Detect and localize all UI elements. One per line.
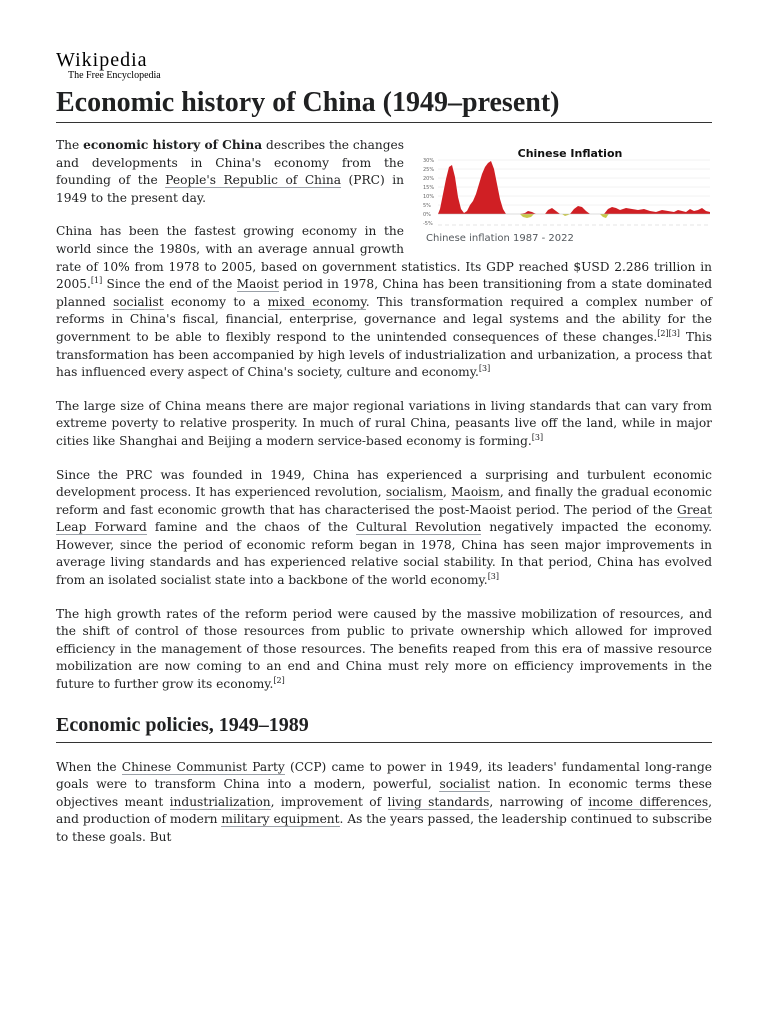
y-tick: 25% <box>423 167 435 173</box>
wikipedia-logo[interactable] <box>56 50 712 84</box>
y-tick: 0% <box>423 212 431 218</box>
y-axis-ticks <box>423 158 434 227</box>
link-ccp[interactable]: Chinese Communist Party <box>121 759 285 774</box>
growth-rates-paragraph: The high growth rates of the reform period were caused by the massive mobilization of resources, and the shift of control of those resources from public to private ownership which allowed for improved efficiency in the management of those resources. The benefits reaped from this era of massive resource mobilization are now coming to an end and China must rely more on efficiency improvements in the future to further grow its economy.[2] <box>56 606 712 692</box>
citation-link[interactable]: [3] <box>668 328 680 338</box>
logo-tagline: The Free Encyclopedia <box>68 70 161 81</box>
citation-link[interactable]: [2] <box>657 328 669 338</box>
link-prc[interactable]: People's Republic of China <box>165 173 342 188</box>
link-socialist[interactable]: socialist <box>113 294 164 309</box>
citation-link[interactable]: [3] <box>478 364 491 374</box>
policies-paragraph: When the Chinese Communist Party (CCP) came to power in 1949, its leaders' fundamental long-range goals were to transform China into a modern, powerful, socialist nation. In economic terms these objectives meant industrialization, improvement of living standards, narrowing of income differences, and production of modern military equipment. As the years passed, the leadership continued to subscribe to these goals. But <box>56 759 713 844</box>
citation-link[interactable]: [3] <box>531 432 544 442</box>
y-tick: 10% <box>423 194 435 200</box>
link-great-leap-forward[interactable]: Great Leap Forward <box>56 502 712 535</box>
y-tick: -5% <box>423 221 433 227</box>
link-military-equipment[interactable]: military equipment <box>221 812 340 827</box>
citation-link[interactable]: [2] <box>273 676 285 686</box>
citation-link[interactable]: [1] <box>90 276 103 286</box>
development-paragraph: Since the PRC was founded in 1949, China has experienced a surprising and turbulent economic development process. It has experienced revolution, socialism, Maoism, and finally the gradual economic reform and fast economic growth that has characterised the post-Maoist period. The period of the Great Leap Forward famine and the chaos of the Cultural Revolution negatively impacted the economy. However, since the period of economic reform began in 1978, China has seen major improvements in average living standards and has experienced relative social stability. In that period, China has evolved from an isolated socialist state into a backbone of the world economy.[3] <box>56 467 713 588</box>
figure-caption: Chinese inflation 1987 - 2022 <box>426 233 574 244</box>
link-income-differences[interactable]: income differences <box>588 794 709 809</box>
chart-title: Chinese Inflation <box>517 147 623 160</box>
inflation-figure[interactable] <box>420 139 712 244</box>
intro-paragraph: The economic history of China describes the changes and developments in China's economy from the founding of the People's Republic of China (PRC) in 1949 to the present day. <box>56 138 404 205</box>
regional-paragraph: The large size of China means there are major regional variations in living standards that can vary from extreme poverty to relative prosperity. In much of rural China, peasants live off the land, while in major cities like Shanghai and Beijing a modern service-based economy is forming.[3] <box>56 398 712 448</box>
article <box>56 0 712 863</box>
link-maoist[interactable]: Maoist <box>236 277 279 292</box>
page-title: Economic history of China (1949–present) <box>56 86 712 123</box>
inflation-chart <box>420 139 712 231</box>
link-socialism[interactable]: socialism <box>385 485 444 500</box>
inflation-negative-area <box>520 214 609 218</box>
y-tick: 15% <box>423 185 435 191</box>
link-living-standards[interactable]: living standards <box>387 794 490 809</box>
link-socialist[interactable]: socialist <box>439 777 490 792</box>
citation-link[interactable]: [3] <box>487 572 500 582</box>
y-tick: 20% <box>423 176 435 182</box>
y-tick: 5% <box>423 203 431 209</box>
link-cultural-revolution[interactable]: Cultural Revolution <box>356 520 482 535</box>
link-mixed-economy[interactable]: mixed economy <box>267 294 366 309</box>
logo-wordmark: Wikipedia <box>56 49 148 71</box>
y-tick: 30% <box>423 158 435 164</box>
growth-paragraph: China has been the fastest growing economy in the world since the 1980s, with an average annual growth rate of 10% from 1978 to 2005, based on government statistics. Its GDP reached $USD 2.286 trillion in 2005.[1] Since the end of the Maoist period in 1978, China has been transitioning from a state dominated planned socialist economy to a mixed economy. This transformation required a complex number of reforms in China's fiscal, financial, enterprise, governance and legal systems and the ability for the government to be able to flexibly respond to the unintended consequences of these changes.[2][3] This transformation has been accompanied by high levels of industrialization and urbanization, a process that has influenced every aspect of China's society, culture and economy.[3] <box>56 224 712 380</box>
link-maoism[interactable]: Maoism <box>451 485 500 500</box>
bold-term: economic history of China <box>83 138 263 152</box>
link-industrialization[interactable]: industrialization <box>169 794 271 809</box>
section-heading: Economic policies, 1949–1989 <box>56 712 712 743</box>
